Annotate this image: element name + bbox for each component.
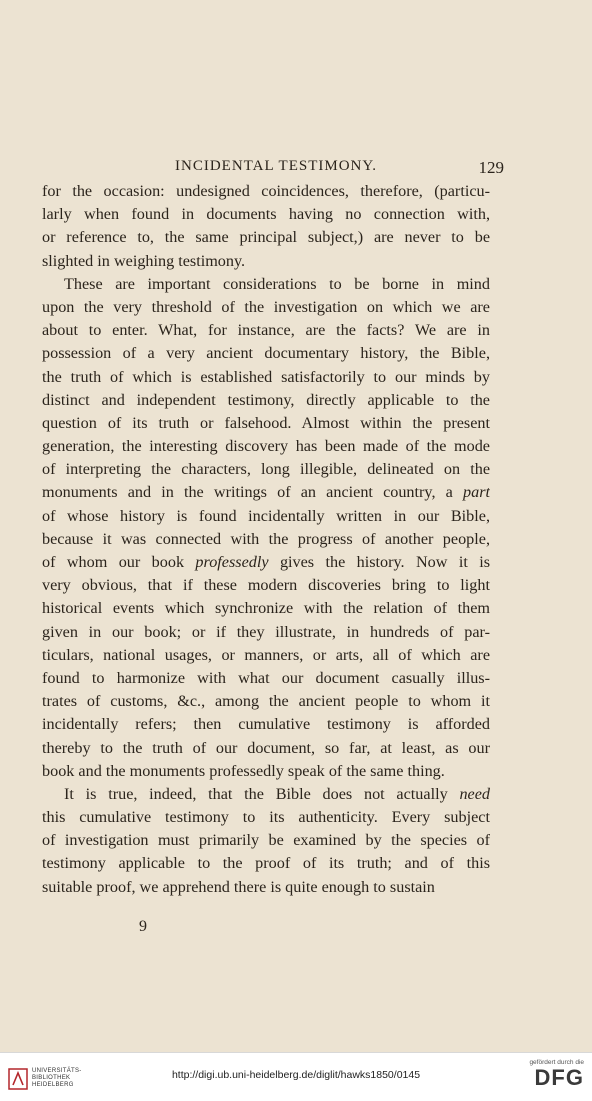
text-line: generation, the interesting discovery has been made of the mode [42, 437, 490, 456]
text-line: of whom our book professedly gives the history. Now it is [42, 553, 490, 571]
text-line: found to harmonize with what our document casually illus- [42, 668, 490, 687]
text-line: of interpreting the characters, long illegible, delineated on the [42, 460, 490, 479]
text-line: question of its truth or falsehood. Almost within the present [42, 413, 490, 432]
text-line: ticulars, national usages, or manners, or arts, all of which are [42, 645, 490, 664]
page-number: 129 [478, 158, 504, 177]
text-line: slighted in weighing testimony. [42, 251, 246, 270]
text-line: about to enter. What, for instance, are the facts? We are in [42, 321, 490, 340]
text-line: for the occasion: undesigned coincidences, therefore, (particu- [42, 182, 490, 200]
signature-mark: 9 [139, 918, 147, 935]
text-line: incidentally refers; then cumulative testimony is afforded [42, 715, 490, 734]
text-line: very obvious, that if these modern discoveries bring to light [42, 576, 490, 595]
dfg-logo-text: DFG [534, 1065, 584, 1090]
text-line: this cumulative testimony to its authenticity. Every subject [42, 808, 490, 827]
text-line: possession of a very ancient documentary history, the Bible, [42, 344, 490, 363]
text-line: It is true, indeed, that the Bible does not actually need [64, 784, 490, 803]
text-line: of investigation must primarily be examined by the species of [42, 831, 490, 850]
text-line: larly when found in documents having no connection with, [42, 205, 490, 224]
text-line: or reference to, the same principal subject,) are never to be [42, 228, 490, 247]
text-line: historical events which synchronize with the relation of them [42, 599, 490, 618]
text-line: suitable proof, we apprehend there is quite enough to sustain [42, 877, 435, 896]
text-line: book and the monuments professedly speak of the same thing. [42, 761, 445, 780]
running-title: INCIDENTAL TESTIMONY. [175, 158, 378, 174]
text-line: testimony applicable to the proof of its truth; and of this [42, 854, 490, 873]
body-text [42, 180, 490, 899]
dfg-logo[interactable] [514, 1059, 584, 1097]
text-line: distinct and independent testimony, directly applicable to the [42, 390, 490, 409]
running-header [175, 150, 504, 176]
text-line: the truth of which is established satisfactorily to our minds by [42, 367, 490, 386]
text-line: upon the very threshold of the investigation on which we are [42, 297, 490, 316]
text-line: of whose history is found incidentally written in our Bible, [42, 506, 490, 525]
library-logo-text: UNIVERSITÄTS- BIBLIOTHEK HEIDELBERG [32, 1068, 82, 1088]
text-line: given in our book; or if they illustrate, in hundreds of par- [42, 622, 490, 641]
text-line: trates of customs, &c., among the ancient people to whom it [42, 692, 490, 711]
funding-text: gefördert durch die [529, 1059, 584, 1066]
text-line: because it was connected with the progress of another people, [42, 529, 490, 548]
text-line: These are important considerations to be borne in mind [64, 274, 490, 293]
footer-bar [0, 1052, 592, 1101]
text-line: monuments and in the writings of an ancient country, a part [42, 483, 490, 502]
permalink-url[interactable]: http://digi.ub.uni-heidelberg.de/diglit/hawks1850/0145 [171, 1069, 421, 1081]
text-line: thereby to the truth of our document, so far, at least, as our [42, 738, 490, 757]
